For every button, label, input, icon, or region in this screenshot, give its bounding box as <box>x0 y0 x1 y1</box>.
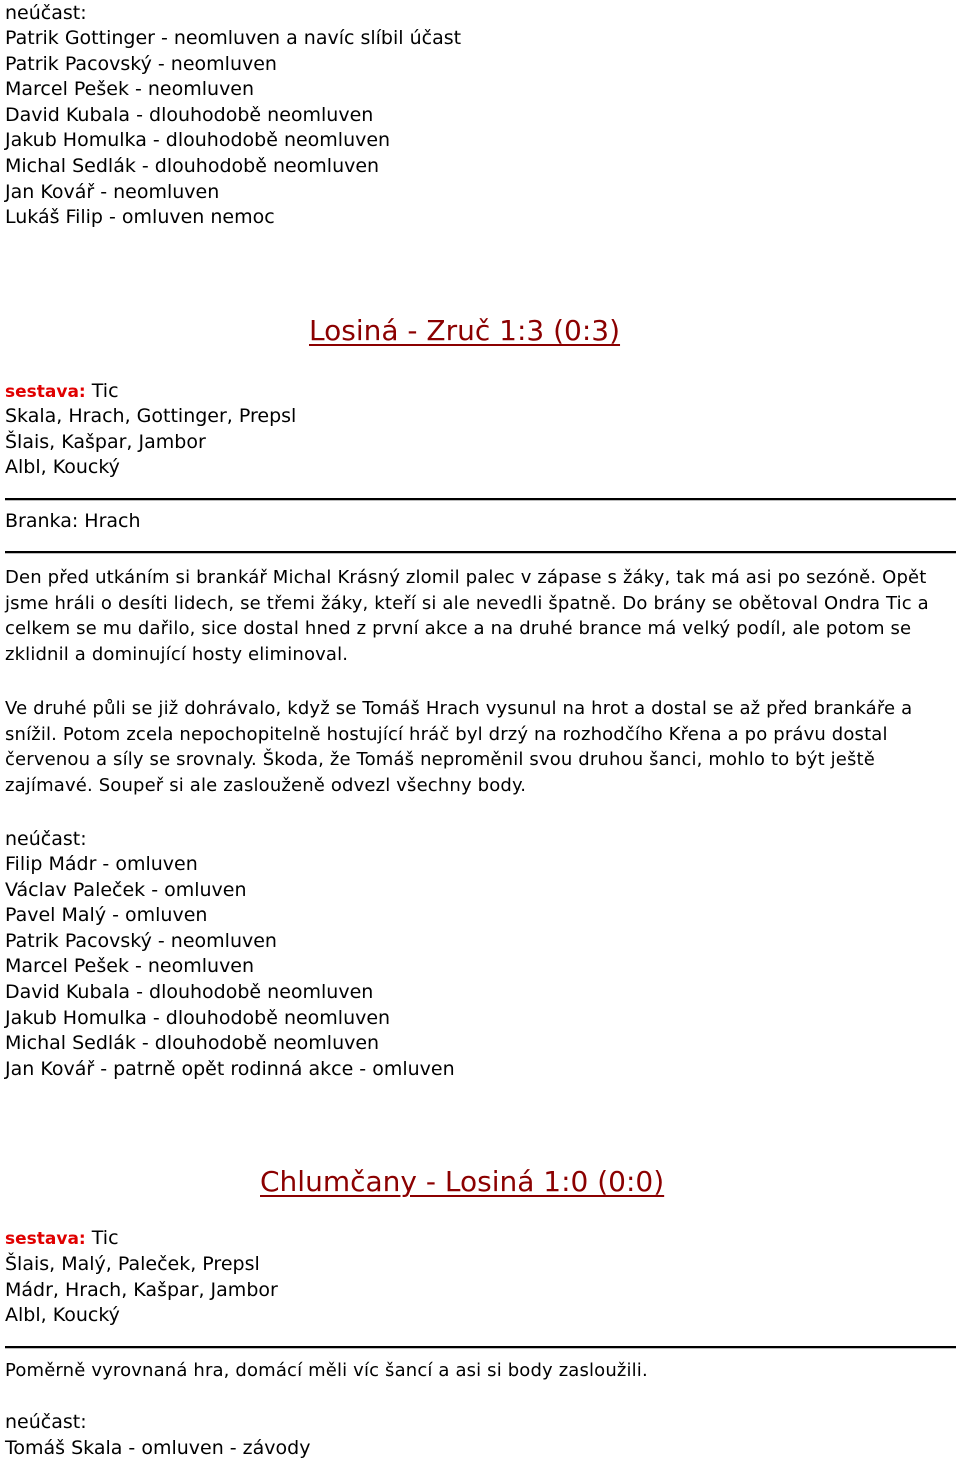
list-item: Michal Sedlák - dlouhodobě neomluven <box>5 1032 380 1055</box>
list-item: David Kubala - dlouhodobě neomluven <box>5 980 374 1003</box>
list-item: Michal Sedlák - dlouhodobě neomluven <box>5 154 380 177</box>
match-title: Losiná - Zruč 1:3 (0:3) <box>309 314 621 347</box>
absent-heading: neúčast: <box>5 1411 87 1433</box>
divider <box>5 498 956 501</box>
match-report-paragraph: Ve druhé půli se již dohrávalo, když se Tomáš Hrach vysunul na hrot a dostal se až před brankáře a snížil. Potom zcela nepochopitelně hostující hráč byl drzý na rozhodčího Křena a po právu dostal červenou a síly se srovnaly. Škoda, že Tomáš neproměnil svou druhou šanci, mohlo to být ještě zajímavé. Soupeř si ale zaslouženě odvezl všechny body. <box>5 698 913 796</box>
divider <box>5 1346 956 1349</box>
lineup-rows <box>5 1252 278 1329</box>
list-item: Jan Kovář - patrně opět rodinná akce - omluven <box>5 1057 455 1080</box>
lineup-rows <box>5 404 296 481</box>
lineup-row: Mádr, Hrach, Kašpar, Jambor <box>5 1278 278 1301</box>
lineup-goalkeeper: Tic <box>91 380 119 402</box>
list-item: Lukáš Filip - omluven nemoc <box>5 206 275 229</box>
divider <box>5 551 956 554</box>
list-item: Pavel Malý - omluven <box>5 904 208 927</box>
list-item: Patrik Gottinger - neomluven a navíc slíbil účast <box>5 27 462 49</box>
list-item: Patrik Pacovský - neomluven <box>5 52 277 75</box>
match-report-paragraph: Den před utkáním si brankář Michal Krásný zlomil palec v zápase s žáky, tak má asi po sezóně. Opět jsme hráli o desíti lidech, se třemi žáky, kteří si ale nevedli špatně. Do brány se obětoval Ondra Tic a celkem se mu dařilo, sice dostal hned z první akce a na druhé brance má velký podíl, ale potom se zklidnil a dominující hosty eliminoval. <box>5 567 929 665</box>
list-item: David Kubala - dlouhodobě neomluven <box>5 103 374 126</box>
match-title: Chlumčany - Losiná 1:0 (0:0) <box>260 1165 665 1198</box>
lineup-label: sestava: <box>5 1229 86 1249</box>
lineup-row: Šlais, Kašpar, Jambor <box>5 430 206 453</box>
list-item: Jakub Homulka - dlouhodobě neomluven <box>5 1006 391 1029</box>
lineup-label: sestava: <box>5 382 86 402</box>
lineup-line <box>5 1226 119 1253</box>
goal-scorers: Branka: Hrach <box>5 510 141 532</box>
list-item: Jan Kovář - neomluven <box>5 180 220 203</box>
lineup-row: Skala, Hrach, Gottinger, Prepsl <box>5 405 297 427</box>
lineup-goalkeeper: Tic <box>91 1227 119 1249</box>
absent-heading: neúčast: <box>5 2 87 24</box>
list-item: Filip Mádr - omluven <box>5 853 198 875</box>
lineup-row: Šlais, Malý, Paleček, Prepsl <box>5 1253 260 1275</box>
list-item: Marcel Pešek - neomluven <box>5 78 255 101</box>
list-item: Patrik Pacovský - neomluven <box>5 929 277 952</box>
list-item: Tomáš Skala - omluven - závody <box>5 1437 311 1459</box>
list-item: Marcel Pešek - neomluven <box>5 955 255 978</box>
lineup-line <box>5 379 119 406</box>
absent-heading: neúčast: <box>5 828 87 850</box>
absent-list-prev <box>5 26 461 231</box>
list-item: Václav Paleček - omluven <box>5 878 247 901</box>
absent-list <box>5 1436 310 1462</box>
match-report-paragraph: Poměrně vyrovnaná hra, domácí měli víc šancí a asi si body zasloužili. <box>5 1360 648 1381</box>
list-item: Jakub Homulka - dlouhodobě neomluven <box>5 129 391 152</box>
lineup-row: Albl, Koucký <box>5 1304 120 1327</box>
absent-list <box>5 852 455 1082</box>
lineup-row: Albl, Koucký <box>5 456 120 479</box>
